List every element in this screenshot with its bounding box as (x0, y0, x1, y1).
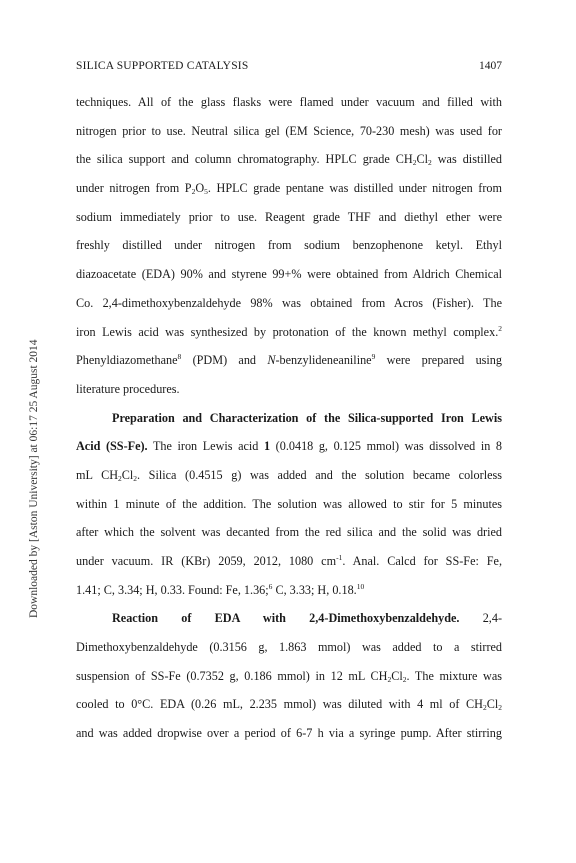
text-line: cooled to 0°C. EDA (0.26 mL, 2.235 mmol) was diluted with 4 ml of $CH_2Cl_2$ (76, 697, 502, 713)
text-line: within 1 minute of the addition. The solution was allowed to stir for 5 minutes (76, 496, 502, 511)
text-line: 1.41; C, 3.34; H, 0.33. Found: Fe, 1.36;$^6$ C, 3.33; H, 0.18.10 (76, 581, 365, 597)
body-text (76, 88, 502, 748)
text-line: diazoacetate (EDA) 90% and styrene 99+% were obtained from Aldrich Chemical (76, 267, 502, 282)
text-line: Dimethoxybenzaldehyde (0.3156 g, 1.863 mmol) was added to a stirred (76, 640, 502, 655)
running-header-title: SILICA SUPPORTED CATALYSIS (76, 60, 249, 72)
text-line: under nitrogen from $P_2O_5$. HPLC grade pentane was distilled under nitrogen from (76, 181, 502, 197)
text-line: suspension of SS-Fe (0.7352 g, 0.186 mmol) in 12 mL $CH_2Cl_2$. The mixture was (76, 668, 502, 684)
text-line: and was added dropwise over a period of 6-7 h via a syringe pump. After stirring (76, 726, 502, 741)
text-line: after which the solvent was decanted from the red silica and the solid was dried (76, 525, 502, 540)
text-line: under vacuum. IR (KBr) 2059, 2012, 1080 $cm^{-1}$. Anal. Calcd for SS-Fe: Fe, (76, 553, 502, 568)
text-line: mL $CH_2Cl_2$. Silica (0.4515 g) was added and the solution became colorless (76, 467, 502, 483)
text-line: Phenyldiazomethane$^8$ (PDM) and N-benzylideneaniline$^9$ were prepared using (76, 352, 502, 368)
section-heading-line: Preparation and Characterization of the Silica-supported Iron Lewis (112, 410, 502, 425)
text-line: sodium immediately prior to use. Reagent grade THF and diethyl ether were (76, 209, 502, 224)
section-heading-line: Reaction of EDA with 2,4-Dimethoxybenzaldehyde. 2,4- (112, 611, 503, 626)
text-line: freshly distilled under nitrogen from sodium benzophenone ketyl. Ethyl (76, 238, 502, 253)
text-line: nitrogen prior to use. Neutral silica gel (EM Science, 70-230 mesh) was used for (76, 123, 502, 138)
text-line: literature procedures. (76, 381, 180, 396)
text-line: the silica support and column chromatography. HPLC grade $CH_2Cl_2$ was distilled (76, 152, 502, 168)
text-line: Acid (SS-Fe). The iron Lewis acid 1 (0.0418 g, 0.125 mmol) was dissolved in 8 (76, 439, 502, 454)
download-watermark-text: Downloaded by [Aston University] at 06:17 25 August 2014 (28, 339, 40, 618)
text-line: Co. 2,4-dimethoxybenzaldehyde 98% was obtained from Acros (Fisher). The (76, 295, 502, 310)
page-number: 1407 (479, 60, 502, 72)
text-line: iron Lewis acid was synthesized by protonation of the known methyl complex.$^2$ (76, 323, 502, 339)
text-line: techniques. All of the glass flasks were flamed under vacuum and filled with (76, 95, 502, 109)
